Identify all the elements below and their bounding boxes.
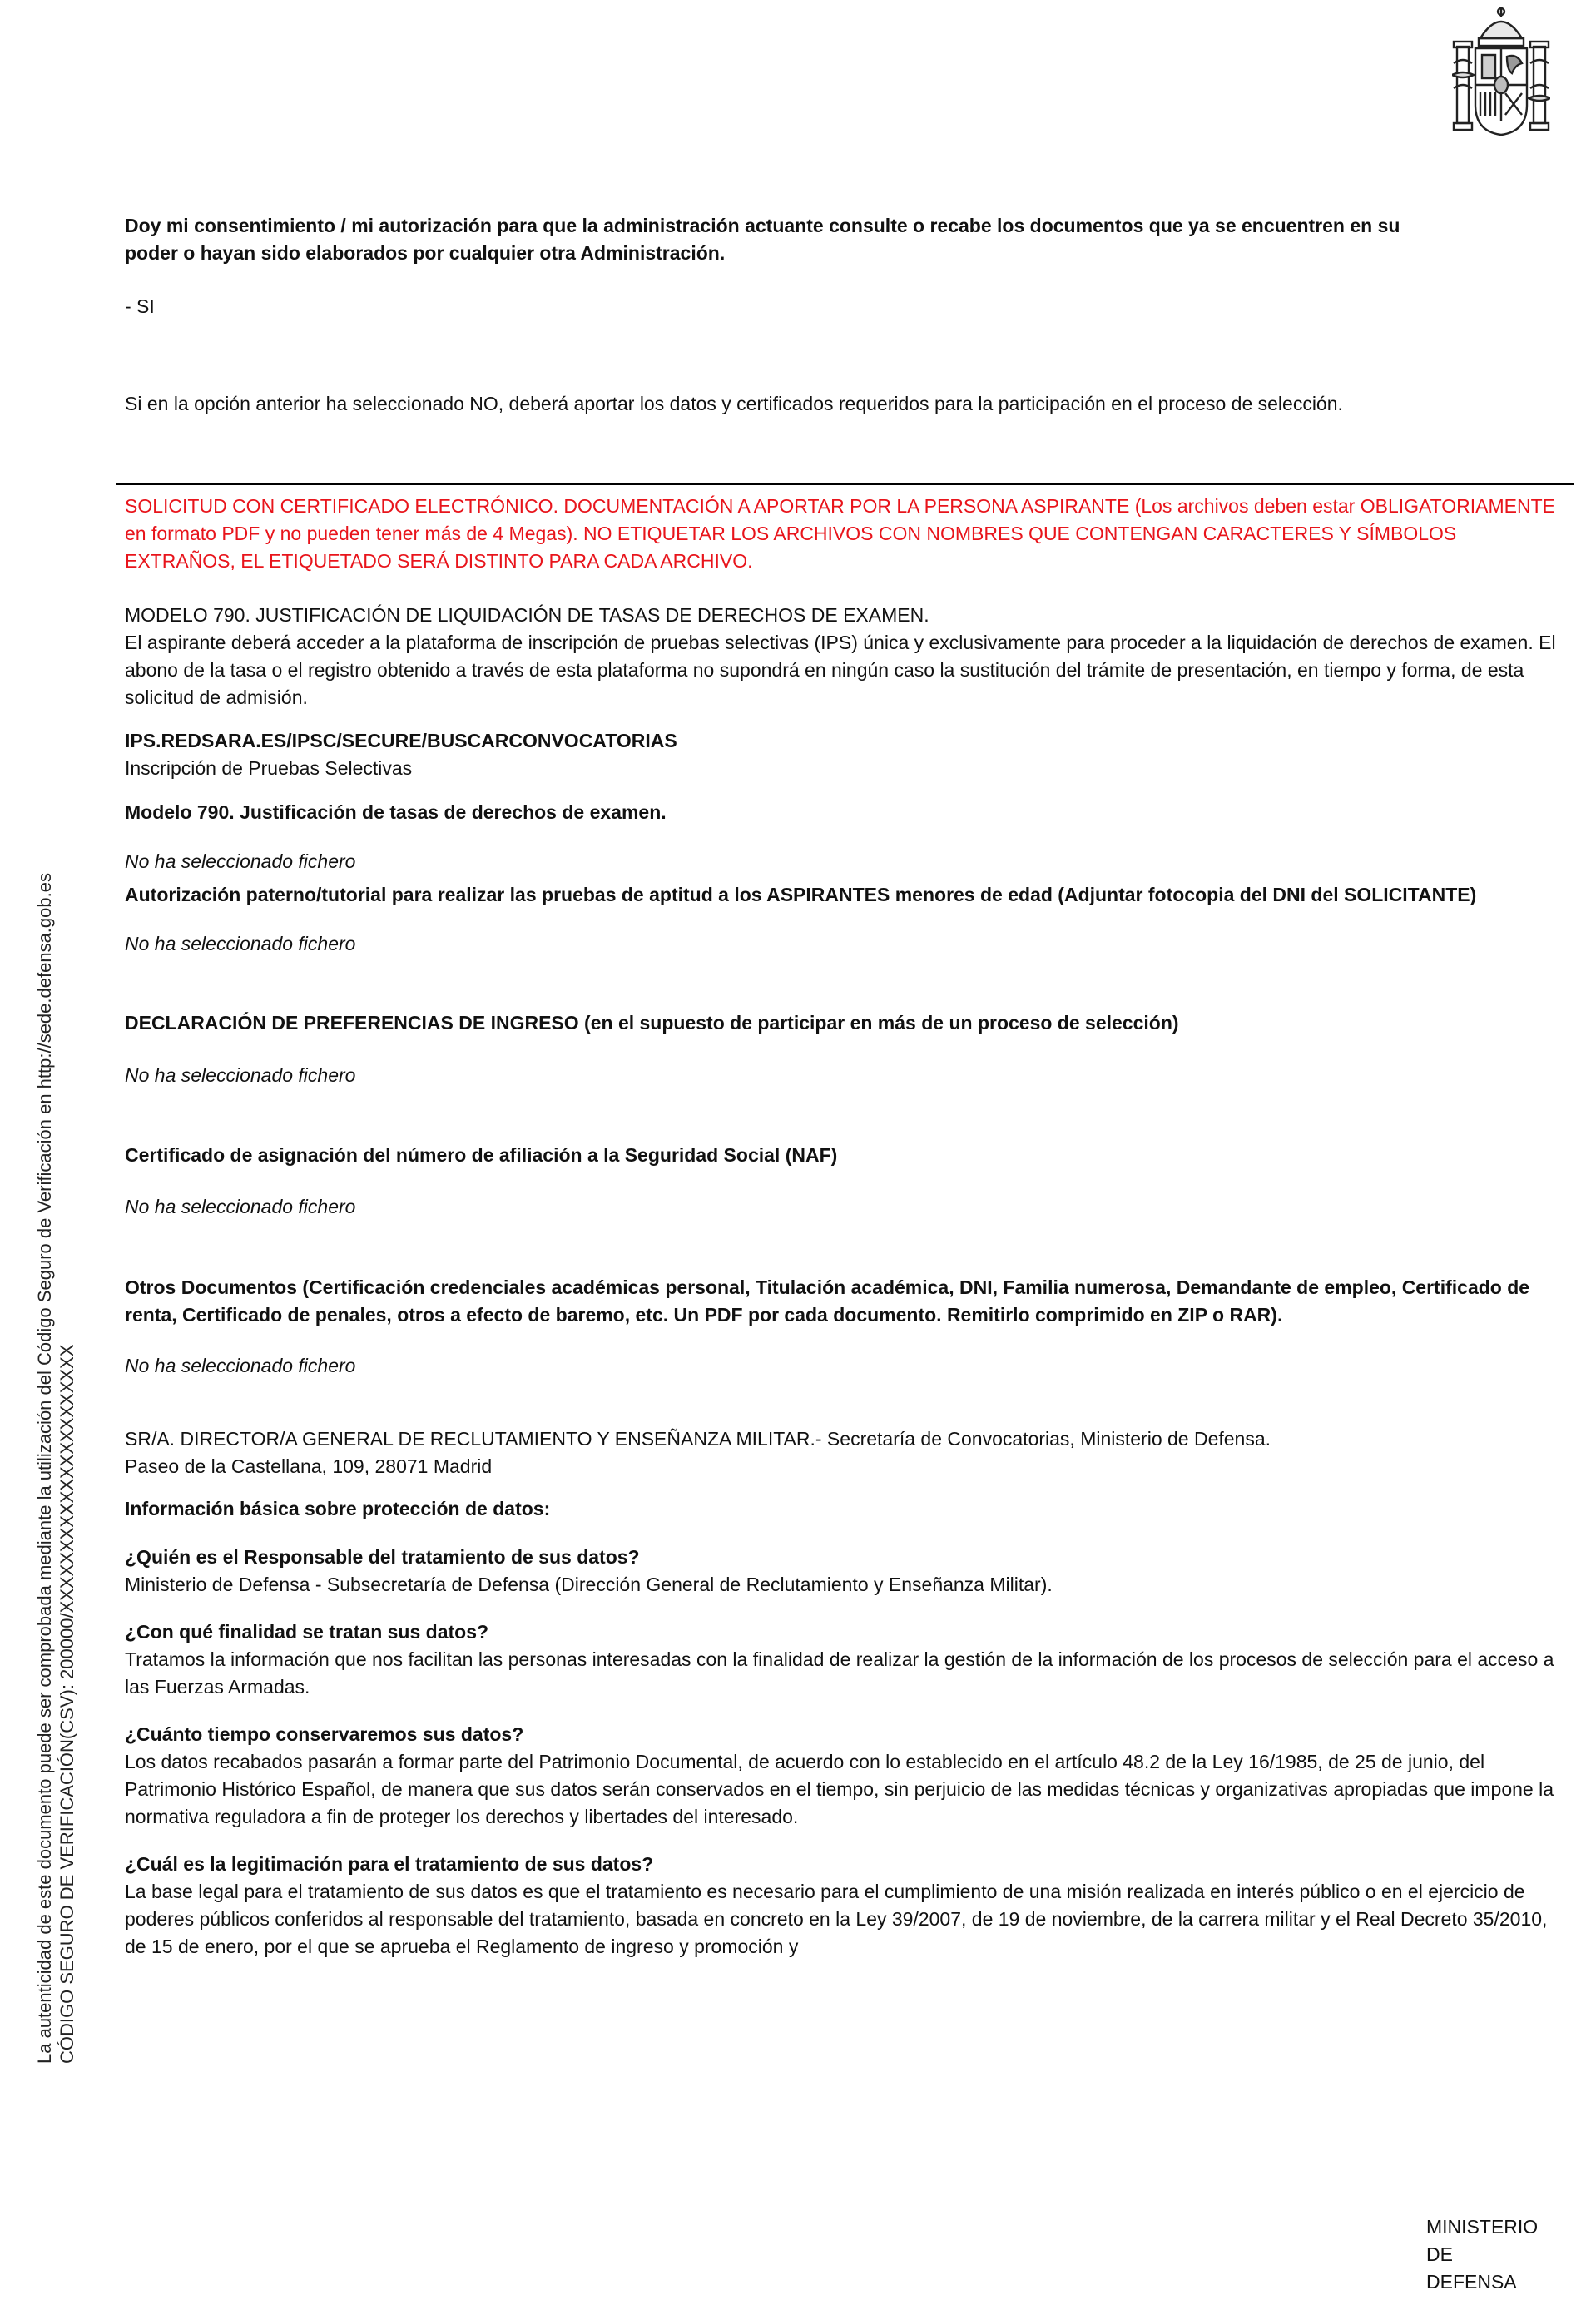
addressee-address: Paseo de la Castellana, 109, 28071 Madrid xyxy=(125,1455,493,1477)
consent-note: Si en la opción anterior ha seleccionado NO, deberá aportar los datos y certificados requeridos para la participación en el proceso de selección. xyxy=(125,393,1343,414)
attachment-status: No ha seleccionado fichero xyxy=(125,1064,356,1086)
attachment-status: No ha seleccionado fichero xyxy=(125,1196,356,1217)
attachment-label-other-documents: Otros Documentos (Certificación credenciales académicas personal, Titulación académica, DNI, Familia numerosa, Demandante de empleo, Certificado de renta, Certificado de penales, otros a efecto de baremo, etc. Un PDF por cada documento. Remitirlo comprimido en ZIP o RAR). xyxy=(125,1276,1530,1326)
ministry-line: DEFENSA xyxy=(1426,2271,1517,2293)
csv-verification-note xyxy=(33,233,78,2064)
data-protection-heading: Información básica sobre protección de datos: xyxy=(125,1498,551,1519)
modelo-790-text: El aspirante deberá acceder a la plataforma de inscripción de pruebas selectivas (IPS) única y exclusivamente para proceder a la liquidación de derechos de examen. El abono de la tasa o el registro obtenido a través de esta plataforma no supondrá en ningún caso la sustitución del trámite de presentación, en tiempo y forma, de esta solicitud de admisión. xyxy=(125,632,1556,708)
attachment-status: No ha seleccionado fichero xyxy=(125,850,356,872)
documentation-warning: SOLICITUD CON CERTIFICADO ELECTRÓNICO. DOCUMENTACIÓN A APORTAR POR LA PERSONA ASPIRANTE (Los archivos deben estar OBLIGATORIAMENTE en formato PDF y no pueden tener más de 4 Megas). NO ETIQUETAR LOS ARCHIVOS CON NOMBRES QUE CONTENGAN CARACTERES Y SÍMBOLOS EXTRAÑOS, EL ETIQUETADO SERÁ DISTINTO PARA CADA ARCHIVO. xyxy=(125,495,1556,572)
verification-note-line: La autenticidad de este documento puede ser comprobada mediante la utilización del Código Seguro de Verificación en http://sede.defensa.gob.es xyxy=(34,873,55,2064)
attachment-status: No ha seleccionado fichero xyxy=(125,1355,356,1376)
data-protection-question: ¿Quién es el Responsable del tratamiento de sus datos? xyxy=(125,1546,640,1568)
attachment-status: No ha seleccionado fichero xyxy=(125,933,356,954)
form-content xyxy=(125,212,1573,1961)
data-protection-question: ¿Cuánto tiempo conservaremos sus datos? xyxy=(125,1723,524,1745)
ministry-line: DE xyxy=(1426,2243,1453,2265)
data-protection-answer: La base legal para el tratamiento de sus datos es que el tratamiento es necesario para el cumplimiento de una misión realizada en interés público o en el ejercicio de poderes públicos conferidos al responsable del tratamiento, basada en concreto en la Ley 39/2007, de 19 de noviembre, de la carrera militar y el Real Decreto 35/2010, de 15 de enero, por el que se aprueba el Reglamento de ingreso y promoción y xyxy=(125,1881,1548,1957)
data-protection-answer: Ministerio de Defensa - Subsecretaría de Defensa (Dirección General de Reclutamiento y Enseñanza Militar). xyxy=(125,1574,1053,1595)
consent-answer: - SI xyxy=(125,295,155,317)
attachment-label-modelo-790: Modelo 790. Justificación de tasas de derechos de examen. xyxy=(125,801,667,823)
data-protection-answer: Los datos recabados pasarán a formar parte del Patrimonio Documental, de acuerdo con lo establecido en el artículo 48.2 de la Ley 16/1985, de 25 de junio, del Patrimonio Histórico Español, de manera que sus datos serán conservados en el tiempo, sin perjuicio de las medidas técnicas y organizativas apropiadas que impone la normativa reguladora a fin de proteger los derechos y libertades del interesado. xyxy=(125,1751,1554,1827)
ministry-line: MINISTERIO xyxy=(1426,2216,1539,2238)
attachment-label-naf: Certificado de asignación del número de afiliación a la Seguridad Social (NAF) xyxy=(125,1144,838,1166)
ips-caption: Inscripción de Pruebas Selectivas xyxy=(125,757,413,779)
csv-code-line: CÓDIGO SEGURO DE VERIFICACIÓN(CSV): 200000/XXXXXXXXXXXXXXXXXXXXXX xyxy=(57,1344,77,2064)
addressee-line: SR/A. DIRECTOR/A GENERAL DE RECLUTAMIENTO Y ENSEÑANZA MILITAR.- Secretaría de Convocatorias, Ministerio de Defensa. xyxy=(125,1428,1271,1450)
ips-link[interactable]: IPS.REDSARA.ES/IPSC/SECURE/BUSCARCONVOCATORIAS xyxy=(125,730,677,751)
consent-question: Doy mi consentimiento / mi autorización para que la administración actuante consulte o recabe los documentos que ya se encuentren en su poder o hayan sido elaborados por cualquier otra Administración. xyxy=(125,215,1400,264)
attachment-label-parental-authorization: Autorización paterno/tutorial para realizar las pruebas de aptitud a los ASPIRANTES menores de edad (Adjuntar fotocopia del DNI del SOLICITANTE) xyxy=(125,884,1477,905)
modelo-790-title: MODELO 790. JUSTIFICACIÓN DE LIQUIDACIÓN DE TASAS DE DERECHOS DE EXAMEN. xyxy=(125,604,929,626)
spanish-coat-of-arms-icon xyxy=(1452,5,1550,138)
ministry-footer xyxy=(1426,2213,1584,2296)
data-protection-question: ¿Cuál es la legitimación para el tratamiento de sus datos? xyxy=(125,1853,654,1875)
data-protection-question: ¿Con qué finalidad se tratan sus datos? xyxy=(125,1621,489,1643)
data-protection-answer: Tratamos la información que nos facilitan las personas interesadas con la finalidad de realizar la gestión de la información de los procesos de selección para el acceso a las Fuerzas Armadas. xyxy=(125,1648,1554,1698)
attachment-label-preferences: DECLARACIÓN DE PREFERENCIAS DE INGRESO (en el supuesto de participar en más de un proceso de selección) xyxy=(125,1012,1179,1034)
